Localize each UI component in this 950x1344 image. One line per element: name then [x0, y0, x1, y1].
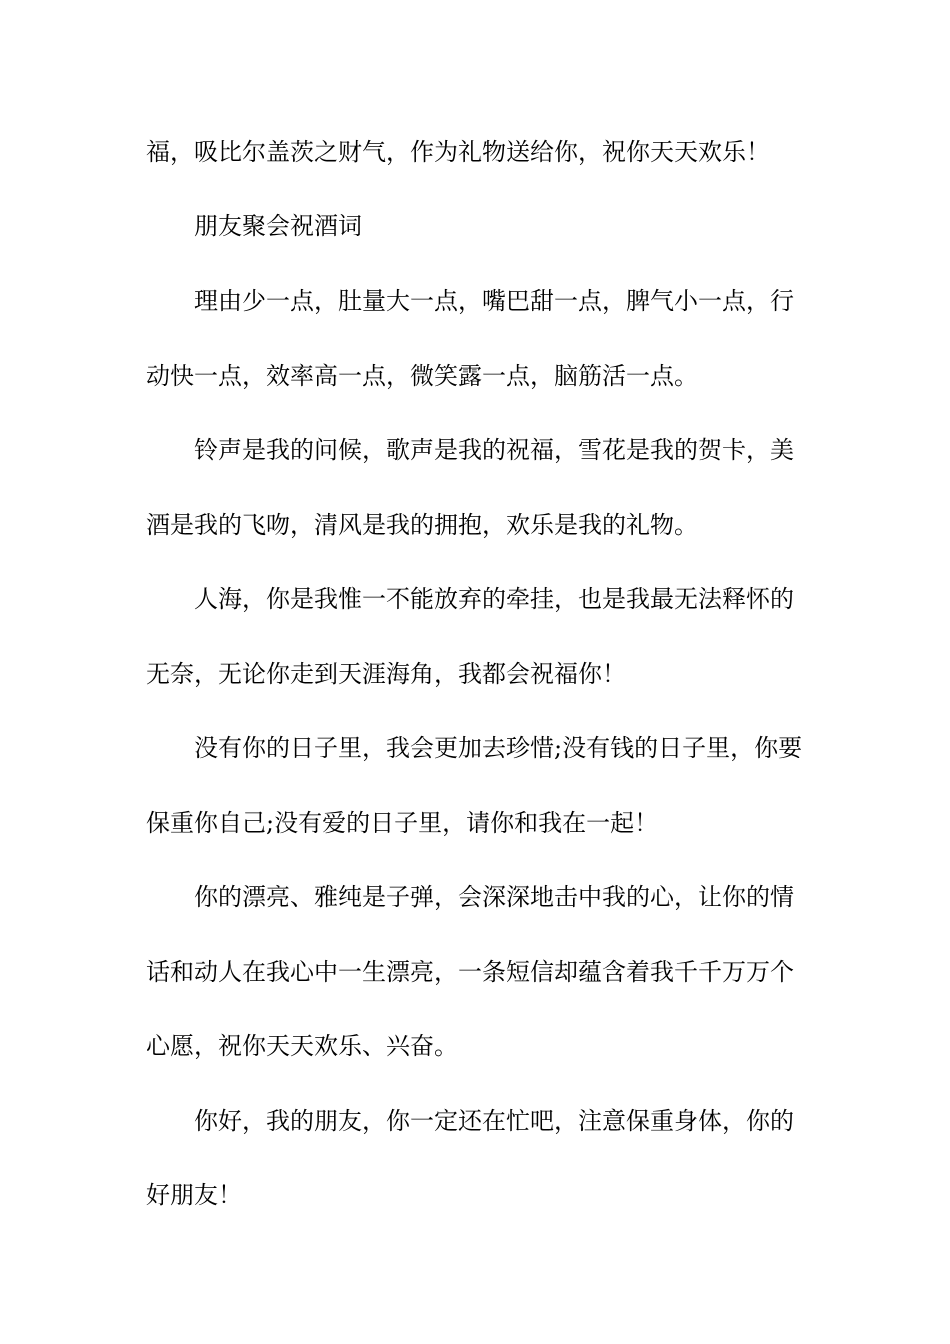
paragraph-line: 好朋友！	[146, 1181, 242, 1209]
paragraph-line: 心愿，祝你天天欢乐、兴奋。	[146, 1032, 458, 1060]
paragraph-line: 福，吸比尔盖茨之财气，作为礼物送给你，祝你天天欢乐！	[146, 138, 770, 166]
paragraph-line: 人海，你是我惟一不能放弃的牵挂，也是我最无法释怀的	[194, 585, 794, 613]
paragraph-line: 话和动人在我心中一生漂亮，一条短信却蕴含着我千千万万个	[146, 958, 794, 986]
paragraph-line: 理由少一点，肚量大一点，嘴巴甜一点，脾气小一点，行	[194, 287, 794, 315]
paragraph-line: 你好，我的朋友，你一定还在忙吧，注意保重身体，你的	[194, 1107, 794, 1135]
paragraph-line: 保重你自己;没有爱的日子里，请你和我在一起！	[146, 809, 659, 837]
section-heading: 朋友聚会祝酒词	[194, 212, 362, 240]
paragraph-line: 酒是我的飞吻，清风是我的拥抱，欢乐是我的礼物。	[146, 511, 698, 539]
paragraph-line: 无奈，无论你走到天涯海角，我都会祝福你！	[146, 660, 626, 688]
paragraph-line: 动快一点，效率高一点，微笑露一点，脑筋活一点。	[146, 362, 698, 390]
paragraph-line: 你的漂亮、雅纯是子弹，会深深地击中我的心，让你的情	[194, 883, 794, 911]
paragraph-line: 铃声是我的问候，歌声是我的祝福，雪花是我的贺卡，美	[194, 436, 794, 464]
paragraph-line: 没有你的日子里，我会更加去珍惜;没有钱的日子里，你要	[194, 734, 803, 762]
